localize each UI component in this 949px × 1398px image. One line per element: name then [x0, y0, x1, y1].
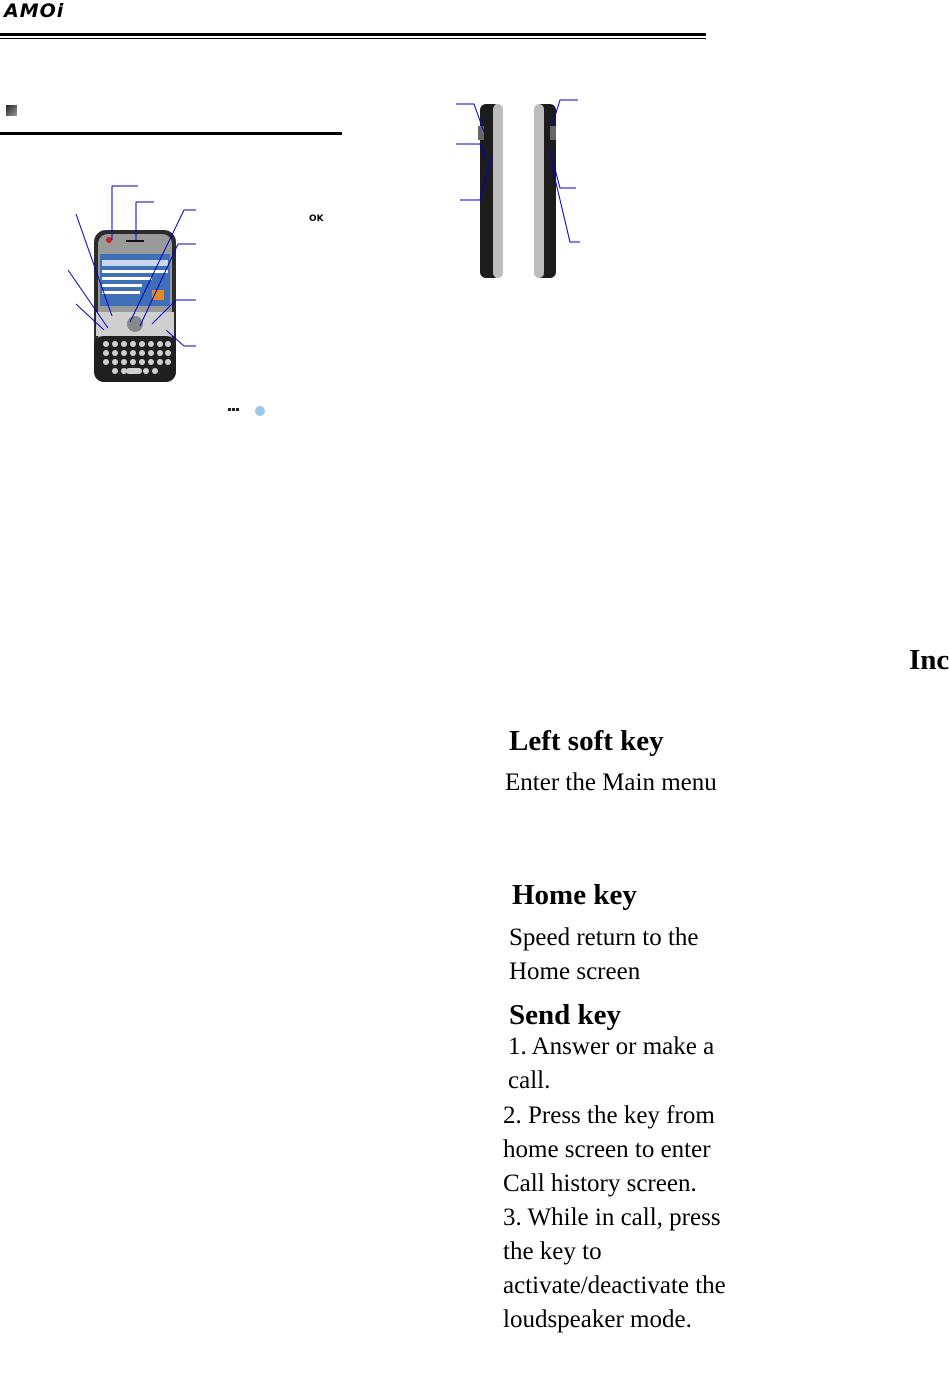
send-key-desc-line: call.	[508, 1067, 551, 1094]
left-soft-key-desc: Enter the Main menu	[505, 769, 717, 796]
home-key-desc-line: Speed return to the	[509, 924, 699, 951]
phone-side-illustration	[450, 96, 590, 286]
send-key-desc-line: home screen to enter	[503, 1136, 711, 1163]
send-key-desc-line: activate/deactivate the	[503, 1272, 726, 1299]
send-key-desc-line: the key to	[503, 1238, 602, 1265]
home-key-desc-line: Home screen	[509, 958, 641, 985]
left-soft-key-title: Left soft key	[509, 725, 664, 757]
phone-front-illustration	[60, 180, 350, 420]
send-key-desc-line: loudspeaker mode.	[503, 1306, 692, 1333]
ok-key-label: OK	[309, 214, 324, 224]
send-key-title: Send key	[509, 999, 622, 1031]
send-key-desc-line: Call history screen.	[503, 1170, 697, 1197]
brand-logo: AMOi	[4, 0, 65, 22]
header-rule-thin	[0, 38, 706, 39]
section-rule	[0, 132, 342, 135]
home-key-title: Home key	[512, 879, 637, 911]
send-key-desc-line: 2. Press the key from	[503, 1102, 715, 1129]
send-key-desc-line: 1. Answer or make a	[508, 1033, 715, 1060]
cut-heading: Inc	[909, 644, 949, 676]
header-rule	[0, 33, 706, 36]
section-bullet-icon	[6, 105, 17, 116]
send-key-desc-line: 3. While in call, press	[503, 1204, 721, 1231]
